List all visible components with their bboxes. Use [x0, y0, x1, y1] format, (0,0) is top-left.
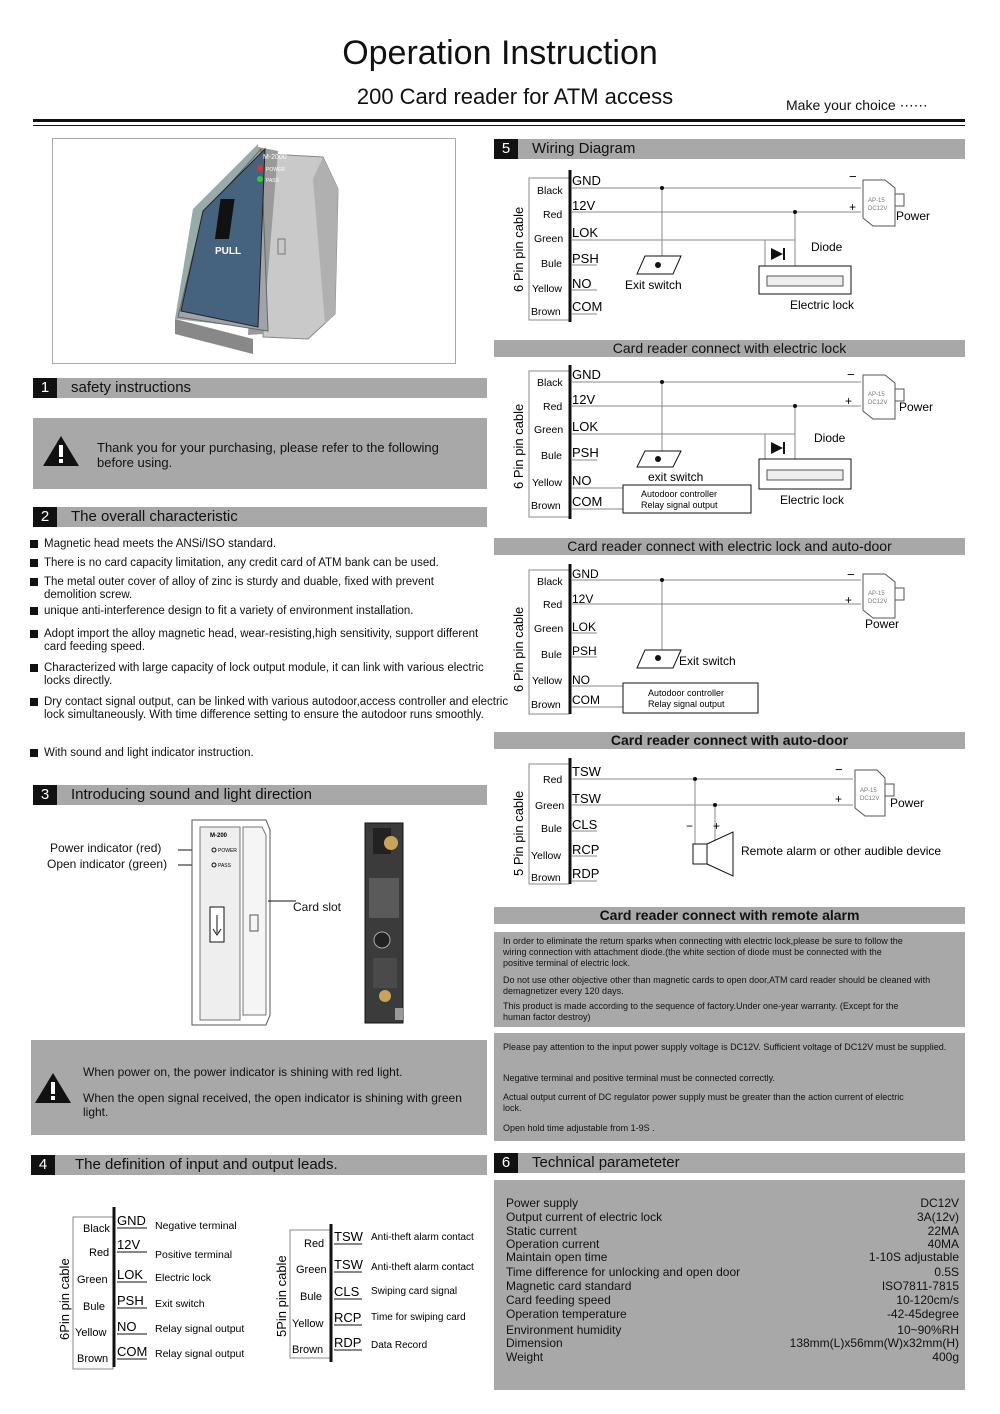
plus-sign: + — [849, 200, 857, 214]
electric-lock-label: Electric lock — [780, 493, 845, 507]
power-indicator-label: Power indicator (red) — [50, 841, 162, 855]
pin-name: GND — [117, 1213, 146, 1228]
cable-label: 5 Pin pin cable — [511, 790, 526, 876]
power-label: Power — [890, 796, 925, 810]
notes-box-2 — [494, 1033, 965, 1141]
wire-color: Green — [77, 1274, 108, 1286]
six-pin-definition — [55, 1205, 265, 1370]
note-text: Do not use other objective other than magnetic cards to open door,ATM card reader should be cleaned with demagnetizer every 120 days. — [503, 975, 931, 996]
pin-description: Time for swiping card — [371, 1312, 466, 1323]
spec-value: ISO7811-7815 — [881, 1279, 959, 1293]
pin-name: TSW — [334, 1229, 363, 1244]
pin-description: Positive terminal — [155, 1249, 233, 1261]
wire-color: Yellow — [292, 1318, 324, 1330]
device-power-text: POWER — [218, 848, 237, 854]
page-title: Operation Instruction — [342, 34, 658, 72]
device-model-text: M-2000 — [263, 154, 287, 161]
diagram-caption: Card reader connect with remote alarm — [494, 907, 965, 924]
pin-name: TSW — [334, 1257, 363, 1272]
spec-key: Weight — [506, 1350, 544, 1364]
section-number: 6 — [494, 1153, 518, 1173]
power-label: Power — [865, 617, 900, 631]
wire-color: Brown — [531, 306, 561, 318]
section-3-header — [33, 785, 487, 805]
electric-lock-label: Electric lock — [790, 298, 855, 312]
list-item: The metal outer cover of alloy of zinc is sturdy and duable, fixed with prevent demolition screw. — [44, 576, 474, 602]
minus-sign: − — [847, 567, 855, 582]
wire-color: Black — [537, 185, 563, 197]
pin-description: Data Record — [371, 1340, 428, 1351]
spec-value: 10-120cm/s — [896, 1293, 959, 1307]
wire-color: Red — [89, 1247, 110, 1259]
wire-color: Bule — [300, 1291, 323, 1303]
pin-name: LOK — [117, 1267, 144, 1282]
wire-color: Brown — [77, 1353, 109, 1365]
wire-color: Bule — [541, 823, 563, 835]
section-title: The overall characteristic — [71, 508, 238, 525]
device-model-text: M-200 — [210, 833, 228, 839]
section-title: Technical parameteter — [532, 1154, 680, 1171]
spec-key: Magnetic card standard — [506, 1279, 632, 1293]
safety-warning-text: Thank you for your purchasing, please refer to the following before using. — [97, 440, 439, 470]
section-6-header — [494, 1153, 965, 1173]
pin-name: PSH — [117, 1293, 144, 1308]
plus-sign: + — [845, 394, 853, 408]
section-2-header — [33, 507, 487, 527]
plus-sign: + — [835, 792, 843, 806]
diode-label: Diode — [811, 240, 843, 254]
spec-key: Output current of electric lock — [506, 1210, 663, 1224]
pin-name: LOK — [572, 419, 599, 434]
section-number: 5 — [494, 139, 518, 159]
pin-name: COM — [572, 494, 603, 509]
section-number: 4 — [31, 1155, 55, 1175]
pin-name: TSW — [572, 764, 601, 779]
power-label: Power — [896, 209, 931, 223]
product-photo — [52, 138, 456, 364]
pin-name: 12V — [117, 1237, 141, 1252]
pin-name: RDP — [334, 1335, 362, 1350]
spec-value: DC12V — [920, 1196, 959, 1210]
section-title: The definition of input and output leads. — [75, 1156, 338, 1173]
wire-color: Green — [534, 233, 564, 245]
spec-table — [494, 1180, 965, 1390]
list-item: Dry contact signal output, can be linked with various autodoor,access controller and electric lock simultaneously. With time difference setting to ensure the autodoor runs smoothly. — [44, 696, 514, 722]
psu-text: DC12V — [868, 599, 888, 605]
pin-name: GND — [572, 367, 601, 382]
wire-color: Brown — [292, 1344, 324, 1356]
pin-name: GND — [572, 173, 601, 188]
pin-description: Relay signal output — [155, 1348, 245, 1360]
indicator-warning-box — [31, 1040, 487, 1135]
page-subtitle: 200 Card reader for ATM access — [356, 84, 674, 109]
warning-icon — [34, 1071, 72, 1105]
pin-name: LOK — [572, 225, 599, 240]
spec-value: -42-45degree — [886, 1307, 959, 1321]
wire-color: Green — [534, 424, 564, 436]
note-text: Please pay attention to the input power supply voltage is DC12V. Sufficient voltage of DC12V must be supplied. — [503, 1042, 947, 1052]
wire-color: Brown — [531, 872, 561, 884]
pin-name: PSH — [572, 644, 597, 658]
header-rule — [33, 119, 965, 122]
wiring-diagram-alarm — [505, 756, 965, 886]
wire-color: Bule — [541, 450, 563, 462]
open-indicator-label: Open indicator (green) — [47, 857, 168, 871]
list-item: Magnetic head meets the ANSi/ISO standard. — [44, 538, 484, 551]
wire-color: Yellow — [75, 1327, 107, 1339]
pin-name: NO — [117, 1319, 137, 1334]
alarm-label: Remote alarm or other audible device — [741, 844, 942, 858]
wire-color: Red — [543, 209, 563, 221]
pin-name: 12V — [572, 392, 596, 407]
minus-sign: − — [686, 819, 694, 833]
spec-key: Environment humidity — [506, 1323, 622, 1337]
wire-color: Red — [304, 1238, 325, 1250]
five-pin-definition — [272, 1222, 487, 1367]
tagline: Make your choice ⋯⋯ — [786, 97, 928, 113]
wire-color: Brown — [531, 699, 561, 711]
spec-key: Time difference for unlocking and open door — [506, 1265, 741, 1279]
wire-color: Green — [535, 800, 565, 812]
spec-value: 1-10S adjustable — [868, 1250, 959, 1264]
card-slot-label: Card slot — [293, 900, 342, 914]
cable-label: 6 Pin pin cable — [511, 606, 526, 692]
note-text: Actual output current of DC regulator power supply must be greater than the action current of electric lock. — [503, 1092, 904, 1113]
minus-sign: − — [835, 762, 843, 777]
section-title: Wiring Diagram — [532, 140, 636, 157]
indicator-warning-2: When the open signal received, the open indicator is shining with green light. — [83, 1091, 462, 1119]
warning-icon — [42, 434, 80, 468]
exit-switch-label: Exit switch — [679, 654, 736, 668]
spec-value: 10~90%RH — [897, 1323, 959, 1337]
power-label: Power — [899, 400, 934, 414]
relay-output-label: Relay signal output — [641, 500, 718, 510]
wire-color: Bule — [83, 1301, 106, 1313]
wire-color: Brown — [531, 500, 561, 512]
pin-name: NO — [572, 673, 590, 687]
pin-description: Negative terminal — [155, 1220, 237, 1232]
wire-color: Yellow — [532, 477, 562, 489]
minus-sign: − — [847, 367, 855, 382]
section-number: 2 — [33, 507, 57, 527]
psu-text: DC12V — [860, 796, 880, 802]
pin-description: Anti-theft alarm contact — [371, 1232, 474, 1243]
wiring-diagram-autodoor — [505, 562, 965, 718]
cable-label: 6 Pin pin cable — [511, 206, 526, 292]
psu-text: AP-15 — [860, 788, 877, 794]
spec-key: Static current — [506, 1224, 577, 1238]
header-rule-thin — [33, 125, 965, 126]
pin-description: Exit switch — [155, 1298, 205, 1310]
wire-color: Yellow — [531, 850, 561, 862]
exit-switch-label: exit switch — [648, 470, 704, 484]
cable-label: 6Pin pin cable — [57, 1258, 72, 1340]
plus-sign: + — [845, 593, 853, 607]
wire-color: Bule — [541, 258, 563, 270]
section-number: 3 — [33, 785, 57, 805]
spec-value: 400g — [932, 1350, 959, 1364]
diagram-caption: Card reader connect with electric lock — [494, 340, 965, 357]
note-text: In order to eliminate the return sparks when connecting with electric lock,please be sure to follow the wiring connection with attachment diode.(the white section of diode must be connected with the positive terminal of electric lock. — [503, 936, 903, 968]
note-text: Negative terminal and positive terminal must be connected correctly. — [503, 1073, 775, 1083]
pin-name: TSW — [572, 791, 601, 806]
pin-name: CLS — [572, 817, 598, 832]
pin-name: LOK — [572, 620, 597, 634]
psu-text: AP-15 — [868, 392, 885, 398]
wire-color: Yellow — [532, 283, 562, 295]
spec-key: Card feeding speed — [506, 1293, 611, 1307]
wire-color: Red — [543, 401, 563, 413]
wiring-diagram-lock — [505, 166, 965, 326]
pin-name: PSH — [572, 251, 599, 266]
autodoor-controller-label: Autodoor controller — [648, 688, 725, 698]
pin-name: COM — [117, 1344, 148, 1359]
plus-sign: + — [713, 819, 721, 833]
section-4-header — [31, 1155, 487, 1175]
wire-color: Green — [534, 623, 564, 635]
psu-text: DC12V — [868, 400, 888, 406]
pin-name: 12V — [572, 592, 594, 606]
note-text: This product is made according to the sequence of factory.Under one-year warranty. (Except for the human factor destroy) — [503, 1001, 899, 1022]
list-item: unique anti-interference design to fit a variety of environment installation. — [44, 605, 484, 618]
pin-name: 12V — [572, 198, 596, 213]
wiring-diagram-lock-autodoor — [505, 363, 965, 523]
pin-name: COM — [572, 693, 600, 707]
notes-box-1 — [494, 932, 965, 1027]
spec-key: Dimension — [506, 1336, 563, 1350]
pin-name: COM — [572, 299, 603, 314]
wire-color: Bule — [541, 649, 563, 661]
section-1-header — [33, 378, 487, 398]
pin-name: CLS — [334, 1284, 360, 1299]
spec-value: 0.5S — [934, 1265, 959, 1279]
device-pass-text: PASS — [218, 863, 231, 869]
section-title: safety instructions — [71, 379, 192, 396]
list-item: Adopt import the alloy magnetic head, wear-resisting,high sensitivity, support different card feeding speed. — [44, 628, 484, 654]
diagram-caption: Card reader connect with auto-door — [494, 732, 965, 749]
spec-key: Operation current — [506, 1237, 600, 1251]
cable-label: 6 Pin pin cable — [511, 403, 526, 489]
psu-text: DC12V — [868, 206, 888, 212]
spec-value: 138mm(L)x56mm(W)x32mm(H) — [789, 1336, 959, 1350]
spec-key: Operation temperature — [506, 1307, 627, 1321]
list-item: Characterized with large capacity of lock output module, it can link with various electric locks directly. — [44, 662, 494, 688]
wire-color: Red — [543, 774, 563, 786]
indicator-warning-1: When power on, the power indicator is shining with red light. — [83, 1065, 403, 1079]
pin-description: Anti-theft alarm contact — [371, 1262, 474, 1273]
diode-label: Diode — [814, 431, 846, 445]
safety-warning-box — [33, 418, 487, 489]
section-5-header — [494, 139, 965, 159]
device-pass-text: PASS — [266, 178, 279, 184]
spec-value: 22MA — [927, 1224, 959, 1238]
pin-name: RCP — [572, 842, 600, 857]
pin-description: Swiping card signal — [371, 1286, 458, 1297]
exit-switch-label: Exit switch — [625, 278, 682, 292]
pin-name: PSH — [572, 445, 599, 460]
spec-value: 3A(12v) — [916, 1210, 959, 1224]
pin-name: RCP — [334, 1310, 362, 1325]
minus-sign: − — [849, 169, 857, 184]
device-power-text: POWER — [266, 167, 285, 173]
relay-output-label: Relay signal output — [648, 699, 725, 709]
section-title: Introducing sound and light direction — [71, 786, 312, 803]
wire-color: Green — [296, 1264, 327, 1276]
wire-color: Yellow — [532, 675, 562, 687]
pin-description: Relay signal output — [155, 1323, 245, 1335]
pin-name: GND — [572, 567, 599, 581]
spec-key: Power supply — [506, 1196, 579, 1210]
wire-color: Black — [537, 576, 563, 588]
wire-color: Red — [543, 599, 563, 611]
cable-label: 5Pin pin cable — [274, 1255, 289, 1337]
psu-text: AP-15 — [868, 591, 885, 597]
wire-color: Black — [83, 1223, 110, 1235]
spec-value: 40MA — [927, 1237, 959, 1251]
wire-color: Black — [537, 377, 563, 389]
pcb-drawing — [355, 818, 415, 1028]
pin-name: RDP — [572, 866, 600, 881]
section-number: 1 — [33, 378, 57, 398]
device-front-drawing — [178, 815, 298, 1030]
pin-name: NO — [572, 276, 592, 291]
diagram-caption: Card reader connect with electric lock and auto-door — [494, 538, 965, 555]
pin-description: Electric lock — [155, 1272, 212, 1284]
spec-key: Maintain open time — [506, 1250, 608, 1264]
autodoor-controller-label: Autodoor controller — [641, 489, 718, 499]
psu-text: AP-15 — [868, 198, 885, 204]
list-item: With sound and light indicator instruction. — [44, 747, 484, 760]
pin-name: NO — [572, 473, 592, 488]
list-item: There is no card capacity limitation, any credit card of ATM bank can be used. — [44, 557, 484, 570]
device-pull-text: PULL — [215, 246, 242, 257]
note-text: Open hold time adjustable from 1-9S . — [503, 1123, 655, 1133]
